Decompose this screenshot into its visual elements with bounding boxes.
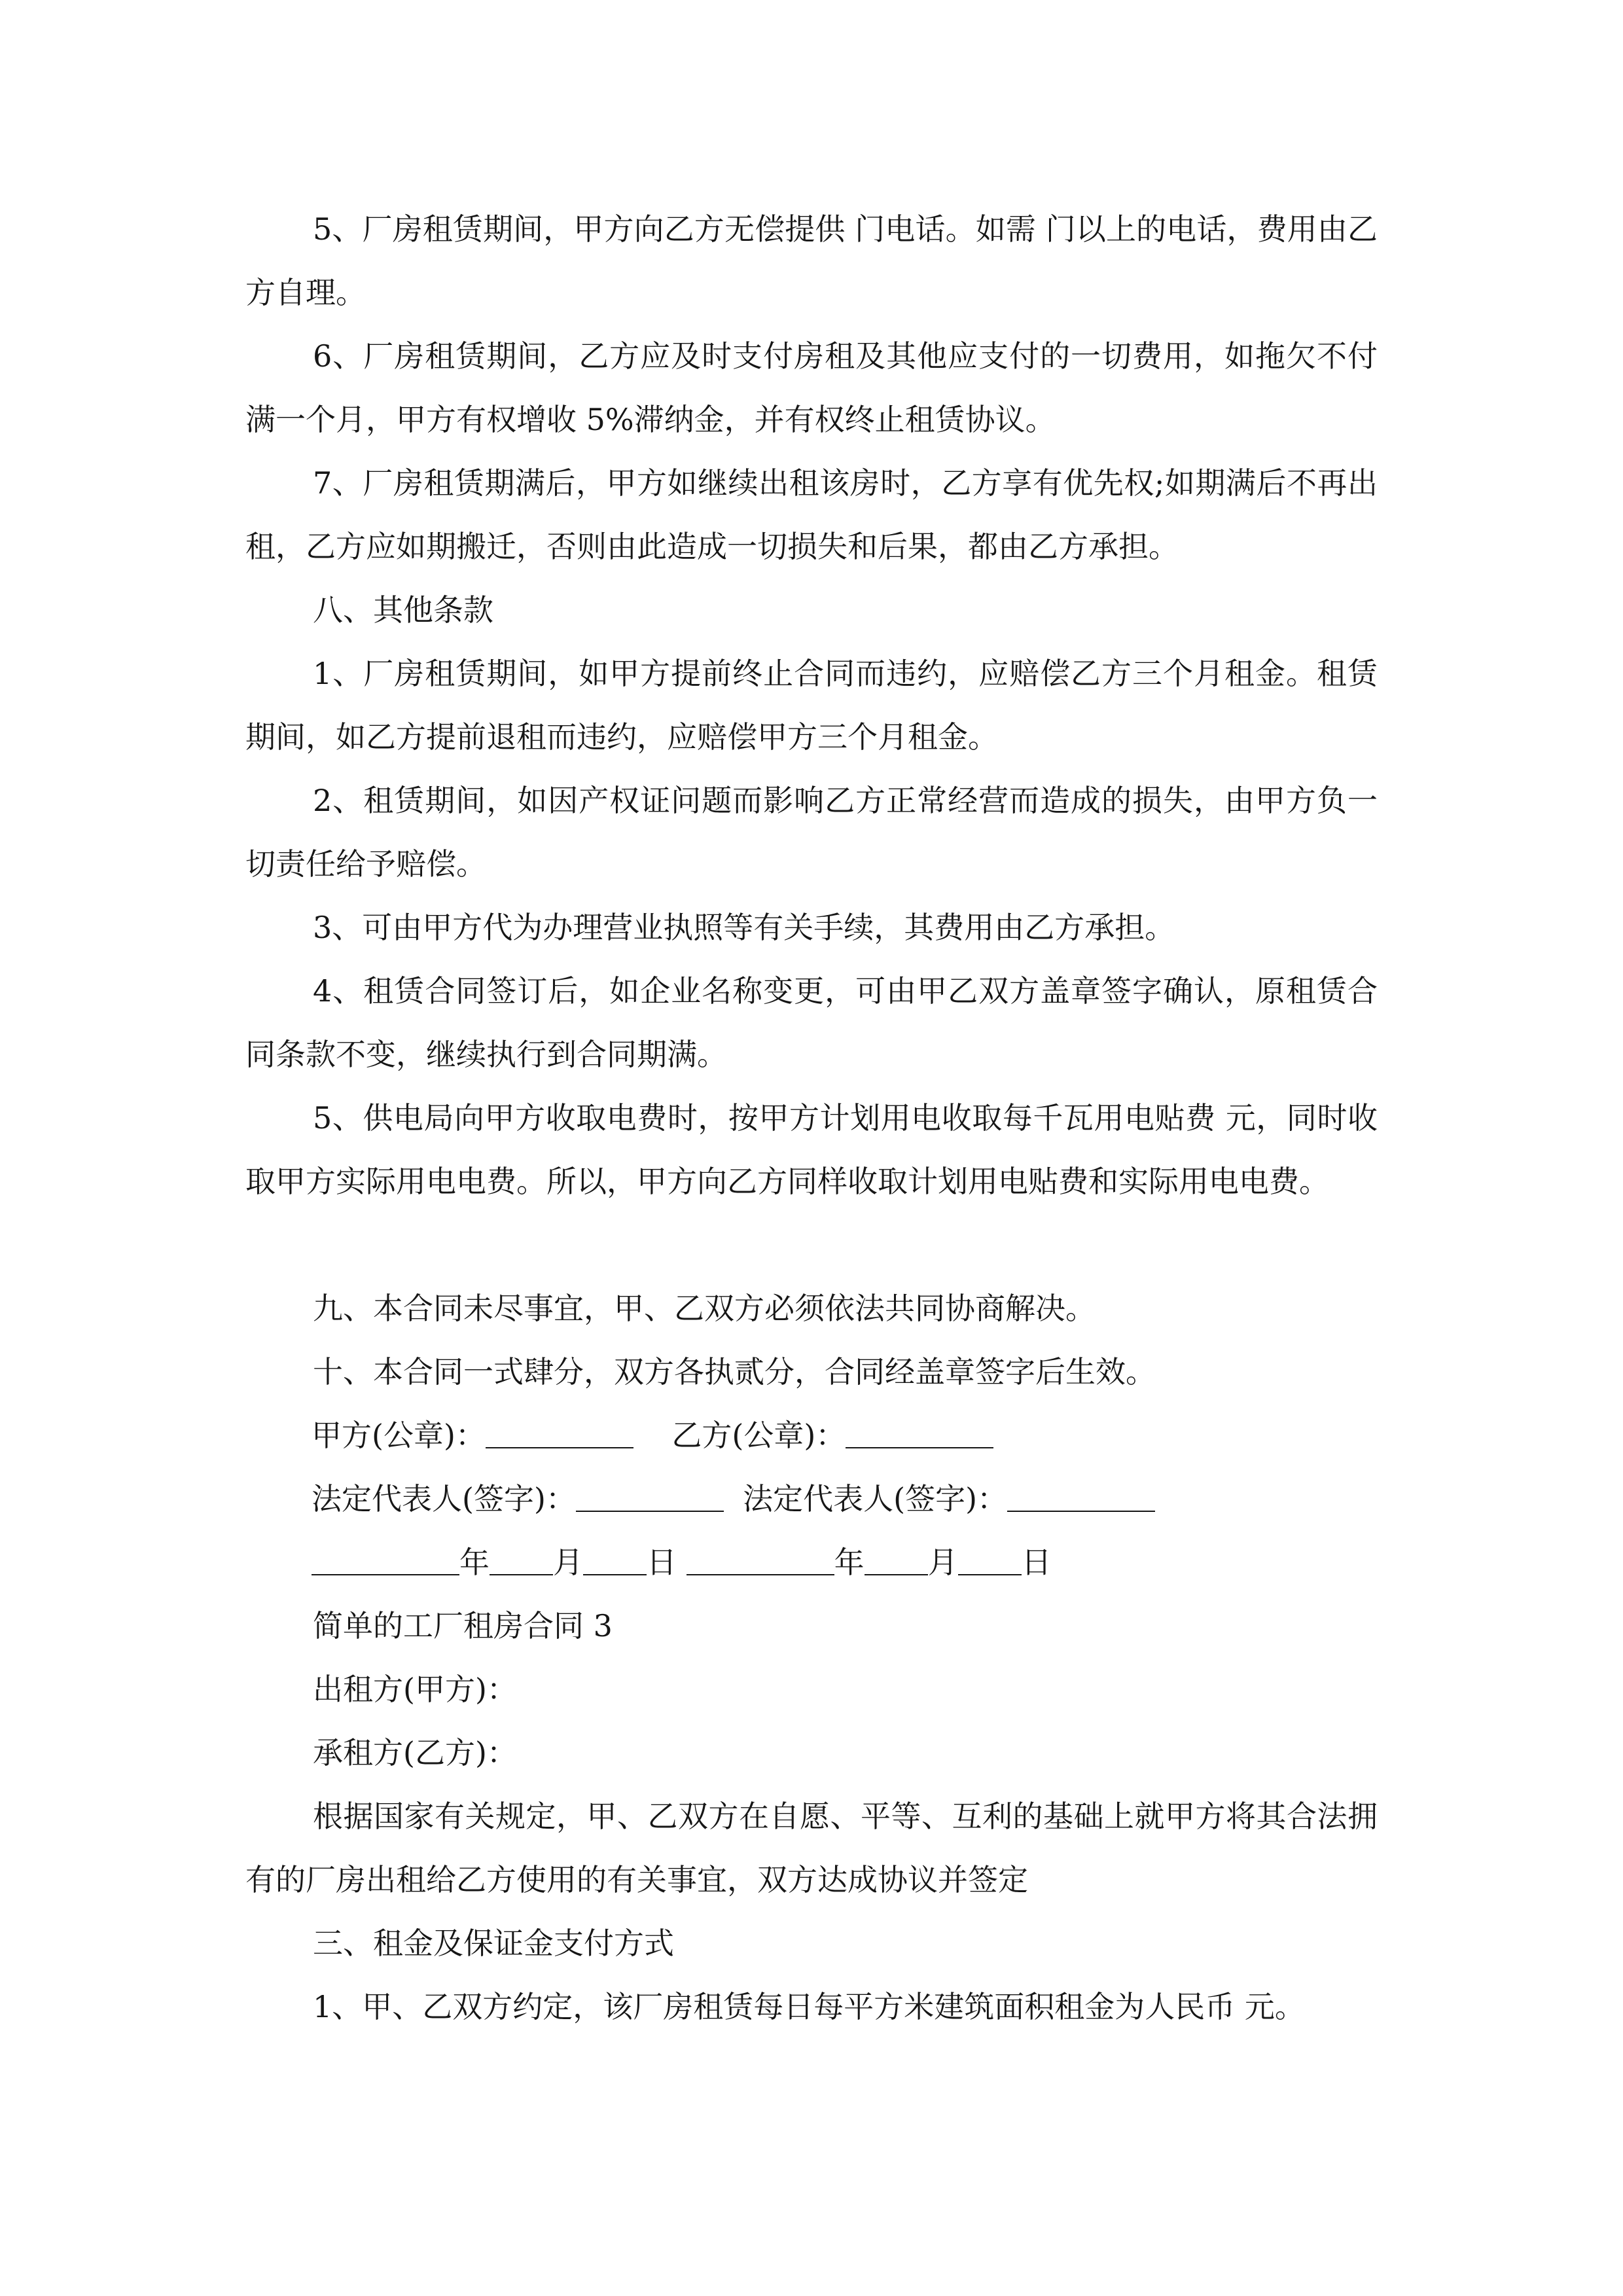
section-10: 十、本合同一式肆分，双方各执贰分，合同经盖章签字后生效。 (313, 1354, 1156, 1390)
representative-line (312, 1467, 1155, 1531)
clause-8-1-termination: 1、厂房租赁期间，如甲方提前终止合同而违约，应赔偿乙方三个月租金。租赁期间，如乙方提前退租而违约，应赔偿甲方三个月租金。 (245, 656, 1378, 755)
rent-deposit-heading: 三、租金及保证金支付方式 (313, 1926, 674, 1961)
lessee-line: 承租方(乙方)： (313, 1735, 517, 1770)
section-9: 九、本合同未尽事宜，甲、乙双方必须依法共同协商解决。 (313, 1291, 1096, 1326)
month-a-blank (490, 1548, 553, 1575)
clause-8-5-electricity: 5、供电局向甲方收取电费时，按甲方计划用电收取每千瓦用电贴费 元，同时收取甲方实际用电电费。所以，甲方向乙方同样收取计划用电贴费和实际用电电费。 (245, 1100, 1378, 1199)
day-a-label: 日 (647, 1545, 677, 1580)
year-b-label: 年 (834, 1545, 865, 1580)
contract-3-intro: 根据国家有关规定，甲、乙双方在自愿、平等、互利的基础上就甲方将其合法拥有的厂房出租给乙方使用的有关事宜，双方达成协议并签定 (245, 1799, 1378, 1897)
rep-a-label: 法定代表人(签字)： (312, 1481, 576, 1516)
clause-8-3-business-license: 3、可由甲方代为办理营业执照等有关手续，其费用由乙方承担。 (313, 910, 1175, 945)
month-b-blank (865, 1548, 928, 1575)
year-a-label: 年 (459, 1545, 490, 1580)
lessor-line: 出租方(甲方)： (313, 1672, 517, 1707)
date-line (312, 1531, 1052, 1594)
contract-3-title: 简单的工厂租房合同 3 (313, 1608, 613, 1643)
month-a-label: 月 (553, 1545, 583, 1580)
year-a-blank (312, 1548, 459, 1575)
clause-6-payment: 6、厂房租赁期间，乙方应及时支付房租及其他应支付的一切费用，如拖欠不付满一个月，甲方有权增收 5%滞纳金，并有权终止租赁协议。 (245, 338, 1378, 437)
clause-8-2-property-certificate: 2、租赁期间，如因产权证问题而影响乙方正常经营而造成的损失，由甲方负一切责任给予赔偿。 (245, 783, 1378, 882)
rep-b-label: 法定代表人(签字)： (743, 1481, 1008, 1516)
day-b-blank (958, 1548, 1022, 1575)
day-b-label: 日 (1021, 1545, 1052, 1580)
party-b-seal-blank (846, 1421, 993, 1448)
day-a-blank (583, 1548, 647, 1575)
rep-a-blank (576, 1484, 724, 1512)
party-b-seal-label: 乙方(公章)： (671, 1418, 846, 1453)
month-b-label: 月 (927, 1545, 958, 1580)
seal-line (312, 1404, 993, 1467)
rent-clause-1: 1、甲、乙双方约定，该厂房租赁每日每平方米建筑面积租金为人民币 元。 (313, 1989, 1305, 2024)
clause-5-phone: 5、厂房租赁期间，甲方向乙方无偿提供 门电话。如需 门以上的电话，费用由乙方自理。 (245, 211, 1378, 310)
section-8-heading: 八、其他条款 (313, 592, 493, 628)
clause-7-renewal: 7、厂房租赁期满后，甲方如继续出租该房时，乙方享有优先权;如期满后不再出租，乙方应如期搬迁，否则由此造成一切损失和后果，都由乙方承担。 (245, 465, 1378, 564)
party-a-seal-label: 甲方(公章)： (312, 1418, 486, 1453)
party-a-seal-blank (486, 1421, 633, 1448)
year-b-blank (687, 1548, 834, 1575)
clause-8-4-name-change: 4、租赁合同签订后，如企业名称变更，可由甲乙双方盖章签字确认，原租赁合同条款不变，继续执行到合同期满。 (245, 973, 1378, 1072)
rep-b-blank (1007, 1484, 1155, 1512)
